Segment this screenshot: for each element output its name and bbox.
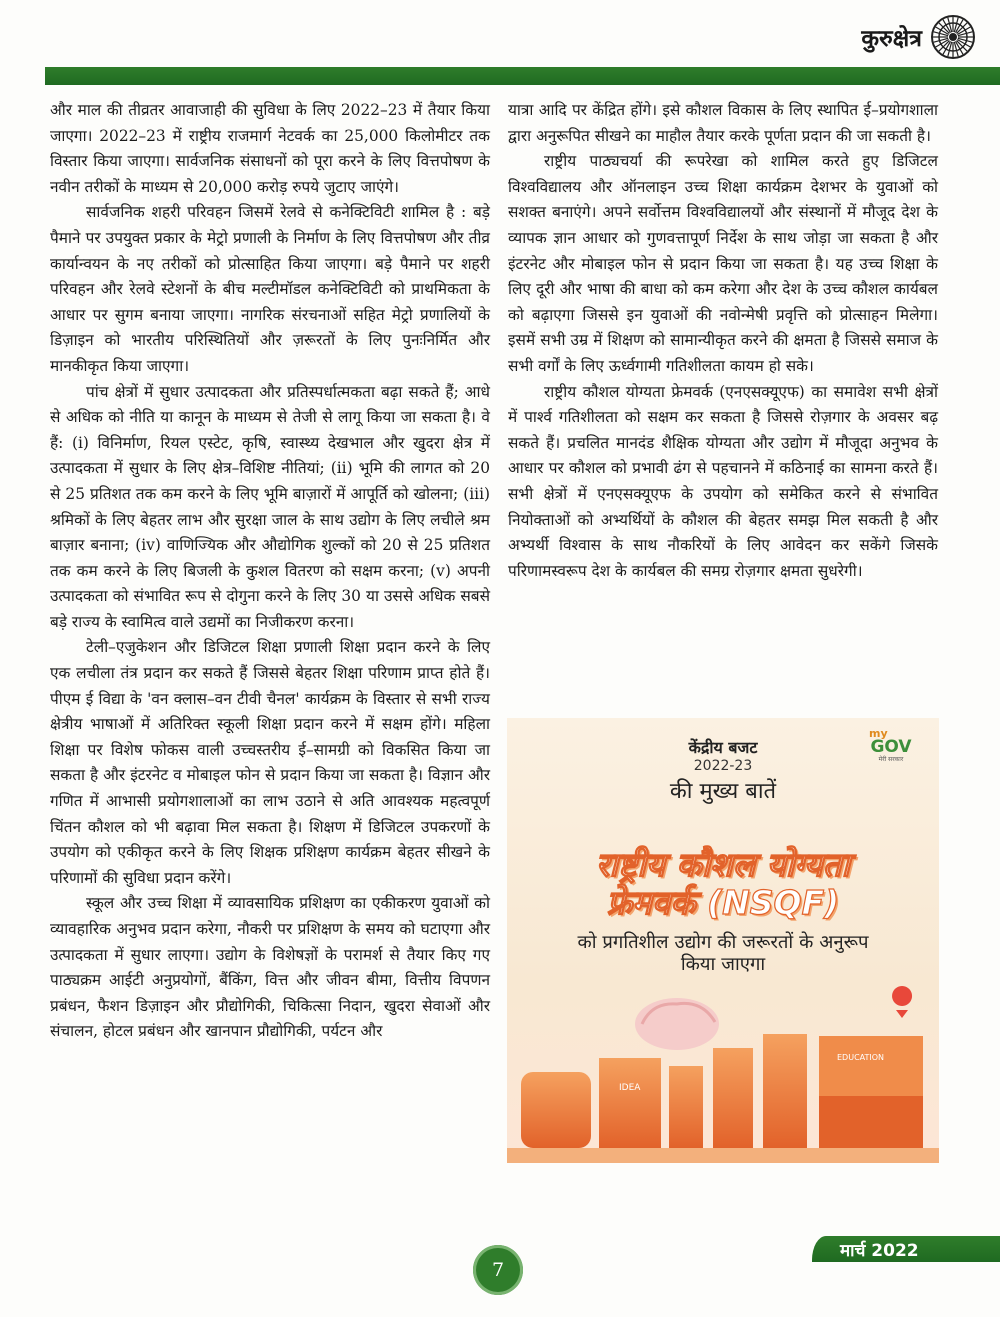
- letter-i-block: [669, 1066, 703, 1148]
- infographic-subtitle: [507, 932, 939, 976]
- infographic-headline-line1: राष्ट्रीय कौशल योग्यता: [595, 845, 851, 884]
- mygov-logo-tagline: मेरी सरकार: [878, 756, 904, 763]
- mygov-logo: [861, 728, 921, 763]
- infographic-subtitle-line1: को प्रगतिशील उद्योग की जरूरतों के अनुरूप: [577, 932, 869, 953]
- paragraph: राष्ट्रीय कौशल योग्यता फ्रेमवर्क (एनएसक्यूएफ) का समावेश सभी क्षेत्रों में पार्श्व गतिशीलता को सक्षम कर सकता है जिससे रोज़गार के अवसर बढ़ सकते हैं। प्रचलित मानदंड शैक्षिक योग्यता और उद्योग में मौजूदा अनुभव के आधार पर कौशल को प्रभावी ढंग से पहचानने में कठिनाई का सामना करते हैं। सभी क्षेत्रों में एनएसक्यूएफ के उपयोग को समेकित करने से संभावित नियोक्ताओं को अभ्यर्थियों के कौशल की बेहतर समझ मिल सकती है और अभ्यर्थी विश्वास के साथ नौकरियों के लिए आवेदन कर सकेंगे जिसके परिणामस्वरूप देश के कार्यबल की समग्र रोज़गार क्षमता सुधरेगी।: [508, 382, 938, 580]
- issue-date: मार्च 2022: [840, 1240, 919, 1261]
- paragraph: स्कूल और उच्च शिक्षा में व्यावसायिक प्रशिक्षण का एकीकरण युवाओं को व्यावहारिक अनुभव प्रदान करेगा, नौकरी पर प्रशिक्षण के समय को घटाएगा और उत्पादकता में सुधार लाएगा। उद्योग के विशेषज्ञों के परामर्श से तैयार किए गए पाठ्यक्रम आईटी अनुप्रयोगों, बैंकिंग, वित्त और जीवन बीमा, वित्तीय विपणन प्रबंधन, फैशन डिज़ाइन और प्रौद्योगिकी, चिकित्सा निदान, खुदरा सेवाओं और संचालन, होटल प्रबंधन और खानपान प्रौद्योगिकी, पर्यटन और: [50, 894, 490, 1041]
- skill-illustration: [507, 986, 939, 1163]
- infographic-headline: [507, 846, 939, 922]
- paragraph: राष्ट्रीय पाठ्यचर्या की रूपरेखा को शामिल करते हुए डिजिटल विश्वविद्यालय और ऑनलाइन उच्च शिक्षा कार्यक्रम देशभर के युवाओं को सशक्त बनाएंगे। अपने सर्वोत्तम विश्वविद्यालयों और संस्थानों में मौजूद देश के व्यापक ज्ञान आधार को गुणवत्तापूर्ण निर्देश के साथ जोड़ा जा सकता है और इंटरनेट और मोबाइल फोन से प्रदान किया जा सकता है। यह उच्च शिक्षा के लिए दूरी और भाषा की बाधा को कम करेगा और देश के उच्च कौशल कार्यबल को बढ़ाएगा जिससे इन युवाओं की नवोन्मेषी प्रवृत्ति को प्रोत्साहन मिलेगा। इसमें सभी उम्र में शिक्षण को सामान्यीकृत करने की क्षमता है जिससे समाज के सभी वर्गों के लिए ऊर्ध्वगामी गतिशीलता कायम हो सके।: [508, 152, 938, 375]
- letter-s-block: [521, 1072, 591, 1148]
- article-column-left: [50, 98, 490, 1045]
- budget-infographic: [507, 718, 939, 1163]
- education-building: [819, 1036, 923, 1096]
- letter-k-block: [599, 1058, 661, 1148]
- mygov-logo-gov: GOV: [870, 737, 912, 757]
- education-label: EDUCATION: [837, 1053, 885, 1062]
- header-green-bar: [45, 67, 1000, 85]
- letter-l2-block: [763, 1034, 807, 1148]
- letter-l-block: [713, 1048, 753, 1148]
- article-column-right: [508, 98, 938, 584]
- infographic-subtitle-line2: किया जाएगा: [680, 954, 766, 975]
- paragraph: सार्वजनिक शहरी परिवहन जिसमें रेलवे से कनेक्टिविटी शामिल है : बड़े पैमाने पर उपयुक्त प्रकार के मेट्रो प्रणाली के निर्माण के लिए वित्तपोषण और तीव्र कार्यान्वयन के नए तरीकों को प्रोत्साहित किया जाएगा। बड़े पैमाने पर शहरी परिवहन और रेलवे स्टेशनों के बीच मल्टीमॉडल कनेक्टिविटी को प्राथमिकता के आधार पर सुगम बनाया जाएगा। नागरिक संरचनाओं सहित मेट्रो प्रणालियों के डिज़ाइन को भारतीय परिस्थितियों और ज़रूरतों के लिए पुनःनिर्मित और मानकीकृत किया जाएगा।: [50, 203, 490, 375]
- page-number: 7: [473, 1245, 523, 1295]
- magazine-title: कुरुक्षेत्र: [861, 26, 922, 52]
- masthead: [861, 12, 976, 62]
- location-pin-icon: [892, 986, 912, 1018]
- idea-label: IDEA: [619, 1083, 641, 1093]
- infographic-year: 2022-23: [693, 758, 753, 774]
- mygov-logo-my: my: [869, 727, 888, 740]
- paragraph: पांच क्षेत्रों में सुधार उत्पादकता और प्रतिस्पर्धात्मकता बढ़ा सकते हैं; आधे से अधिक को नीति या कानून के माध्यम से तेजी से लागू किया जा सकता है। वे हैं: (i) विनिर्माण, रियल एस्टेट, कृषि, स्वास्थ्य देखभाल और खुदरा क्षेत्र में उत्पादकता में सुधार के लिए क्षेत्र–विशिष्ट नीतियां; (ii) भूमि की लागत को 20 से 25 प्रतिशत तक कम करने के लिए भूमि बाज़ारों में आपूर्ति को खोलना; (iii) श्रमिकों के लिए बेहतर लाभ और सुरक्षा जाल के साथ उद्योग के लिए लचीले श्रम बाज़ार बनाना; (iv) वाणिज्यिक और औद्योगिक शुल्कों को 20 से 25 प्रतिशत तक कम करने के लिए बिजली के कुशल वितरण को सक्षम करना; (v) अपनी उत्पादकता को संभावित रूप से दोगुना करने के लिए 30 या उससे अधिक सबसे बड़े राज्य के स्वामित्व वाले उद्यमों का निजीकरण करना।: [50, 382, 490, 631]
- paragraph: और माल की तीव्रतर आवाजाही की सुविधा के लिए 2022–23 में तैयार किया जाएगा। 2022–23 में राष्ट्रीय राजमार्ग नेटवर्क का 25,000 किलोमीटर तक विस्तार किया जाएगा। सार्वजनिक संसाधनों को पूरा करने के लिए वित्तपोषण के नवीन तरीकों के माध्यम से 20,000 करोड़ रुपये जुटाए जाएंगे।: [50, 101, 490, 196]
- paragraph: टेली–एजुकेशन और डिजिटल शिक्षा प्रणाली शिक्षा प्रदान करने के लिए एक लचीला तंत्र प्रदान कर सकते हैं जिससे बेहतर शिक्षा परिणाम प्राप्त होते हैं। पीएम ई विद्या के 'वन क्लास–वन टीवी चैनल' कार्यक्रम के विस्तार से सभी राज्य क्षेत्रीय भाषाओं में अतिरिक्त स्कूली शिक्षा प्रदान करने में सक्षम होंगे। महिला शिक्षा पर विशेष फोकस वाली उच्चस्तरीय ई–सामग्री को विकसित किया जा सकता है और इंटरनेट व मोबाइल फोन से प्रदान किया जा सकता है। विज्ञान और गणित में आभासी प्रयोगशालाओं का लाभ उठाने से अति आवश्यक महत्वपूर्ण चिंतन कौशल को भी बढ़ावा मिल सकता है। शिक्षण में डिजिटल उपकरणों के उपयोग को एकीकृत करने के लिए शिक्षक प्रशिक्षण कार्यक्रम बेहतर सीखने के परिणामों की सुविधा प्रदान करेंगे।: [50, 638, 490, 887]
- brain-icon: [635, 998, 719, 1050]
- paragraph: यात्रा आदि पर केंद्रित होंगे। इसे कौशल विकास के लिए स्थापित ई–प्रयोगशाला द्वारा अनुरूपित सीखने का माहौल तैयार करके पूर्णता प्रदान की जा सकती है।: [508, 101, 938, 145]
- issue-date-band: [812, 1236, 1000, 1262]
- infographic-headline-line2: फ्रेमवर्क (NSQF): [606, 883, 840, 922]
- infographic-highlights: की मुख्य बातें: [669, 779, 777, 804]
- infographic-budget-title: केंद्रीय बजट: [688, 738, 758, 757]
- chakra-emblem-icon: [930, 14, 976, 60]
